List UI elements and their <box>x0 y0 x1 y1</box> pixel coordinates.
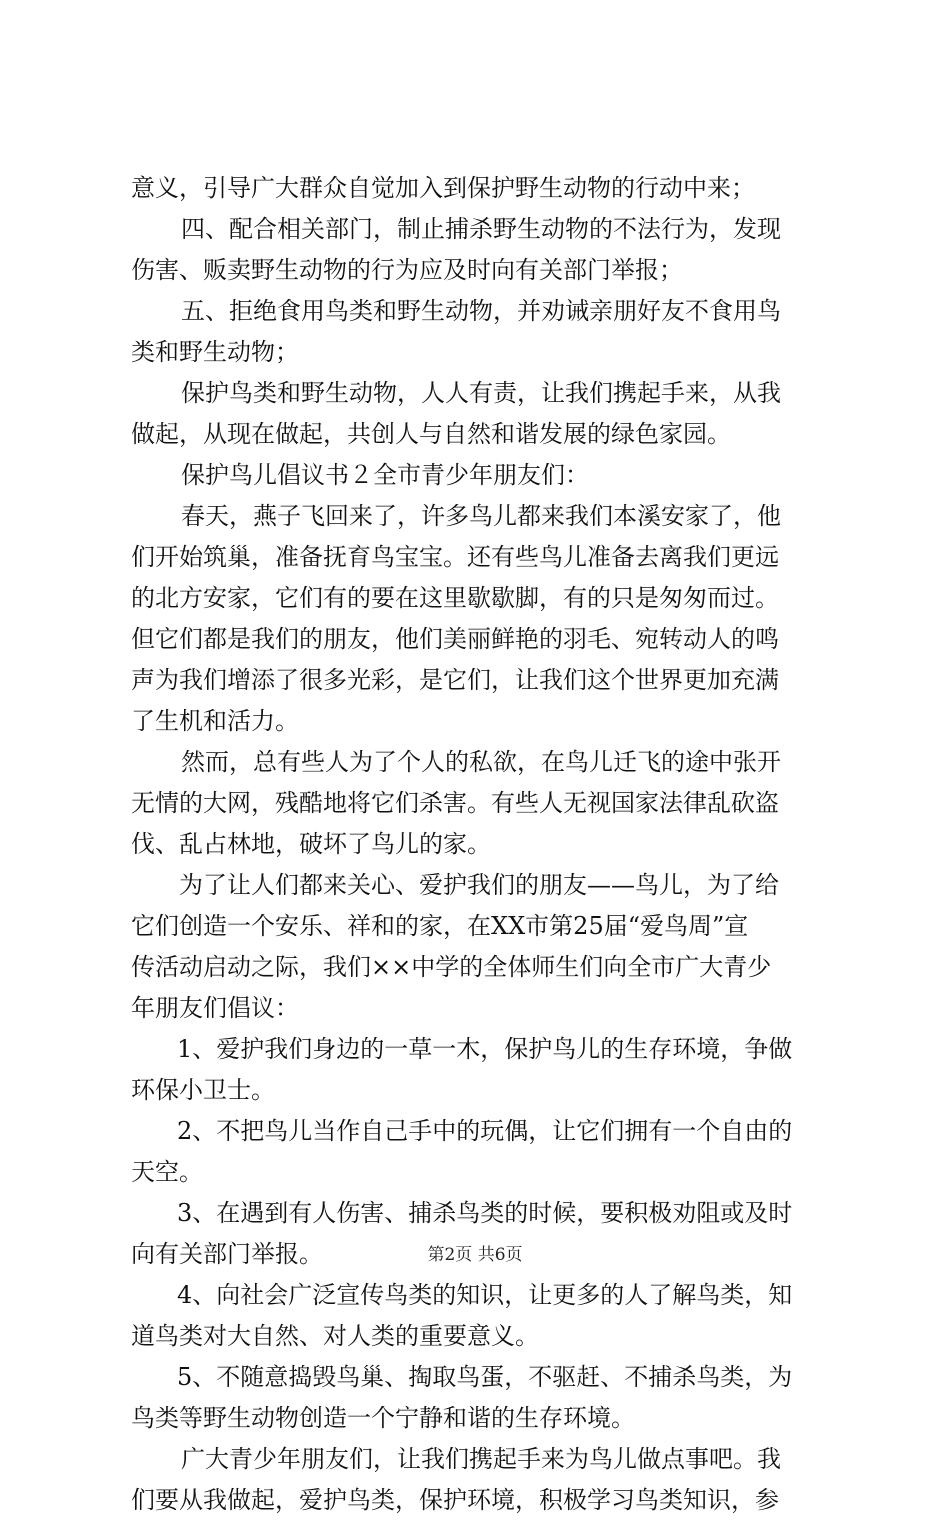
document-line: 五、拒绝食用鸟类和野生动物，并劝诫亲朋好友不食用鸟 <box>181 297 781 325</box>
document-line: 天空。 <box>131 1158 203 1186</box>
document-line: 了生机和活力。 <box>131 707 299 735</box>
document-line: 声为我们增添了很多光彩，是它们，让我们这个世界更加充满 <box>131 666 779 694</box>
document-line: 2、不把鸟儿当作自己手中的玩偶，让它们拥有一个自由的 <box>177 1117 793 1145</box>
document-line: 4、向社会广泛宣传鸟类的知识，让更多的人了解鸟类，知 <box>177 1281 793 1309</box>
document-line: 们开始筑巢，准备抚育鸟宝宝。还有些鸟儿准备去离我们更远 <box>131 543 779 571</box>
document-line: 鸟类等野生动物创造一个宁静和谐的生存环境。 <box>131 1404 635 1432</box>
document-line: 无情的大网，残酷地将它们杀害。有些人无视国家法律乱砍盗 <box>131 789 779 817</box>
document-line: 传活动启动之际，我们××中学的全体师生们向全市广大青少 <box>131 953 772 981</box>
document-line: 保护鸟类和野生动物，人人有责，让我们携起手来，从我 <box>181 379 781 407</box>
document-line: 为了让人们都来关心、爱护我们的朋友——鸟儿，为了给 <box>179 871 779 899</box>
document-line: 1、爱护我们身边的一草一木，保护鸟儿的生存环境，争做 <box>177 1035 793 1063</box>
document-line: 四、配合相关部门，制止捕杀野生动物的不法行为，发现 <box>181 215 781 243</box>
document-line: 向有关部门举报。 <box>131 1240 323 1268</box>
page-footer: 第2页 共6页 <box>427 1245 523 1265</box>
document-line: 广大青少年朋友们，让我们携起手来为鸟儿做点事吧。我 <box>181 1445 781 1473</box>
document-line: 然而，总有些人为了个人的私欲，在鸟儿迁飞的途中张开 <box>181 748 781 776</box>
document-line: 5、不随意捣毁鸟巢、掏取鸟蛋，不驱赶、不捕杀鸟类，为 <box>177 1363 793 1391</box>
document-line: 它们创造一个安乐、祥和的家，在XX市第25届“爱鸟周”宣 <box>131 912 749 940</box>
document-line: 们要从我做起，爱护鸟类，保护环境，积极学习鸟类知识，参 <box>131 1486 779 1514</box>
document-line: 但它们都是我们的朋友，他们美丽鲜艳的羽毛、宛转动人的鸣 <box>131 625 779 653</box>
document-line: 做起，从现在做起，共创人与自然和谐发展的绿色家园。 <box>131 420 731 448</box>
document-line: 春天，燕子飞回来了，许多鸟儿都来我们本溪安家了，他 <box>181 502 781 530</box>
document-body <box>131 168 831 1521</box>
document-line: 类和野生动物； <box>131 338 299 366</box>
document-line: 道鸟类对大自然、对人类的重要意义。 <box>131 1322 539 1350</box>
document-line: 意义，引导广大群众自觉加入到保护野生动物的行动中来； <box>131 174 755 202</box>
document-line: 保护鸟儿倡议书２全市青少年朋友们： <box>181 461 589 489</box>
document-line: 伤害、贩卖野生动物的行为应及时向有关部门举报； <box>131 256 683 284</box>
document-line: 环保小卫士。 <box>131 1076 275 1104</box>
document-line: 的北方安家，它们有的要在这里歇歇脚，有的只是匆匆而过。 <box>131 584 779 612</box>
document-line: 伐、乱占林地，破坏了鸟儿的家。 <box>131 830 491 858</box>
document-line: 3、在遇到有人伤害、捕杀鸟类的时候，要积极劝阻或及时 <box>177 1199 793 1227</box>
document-line: 年朋友们倡议： <box>131 994 299 1022</box>
